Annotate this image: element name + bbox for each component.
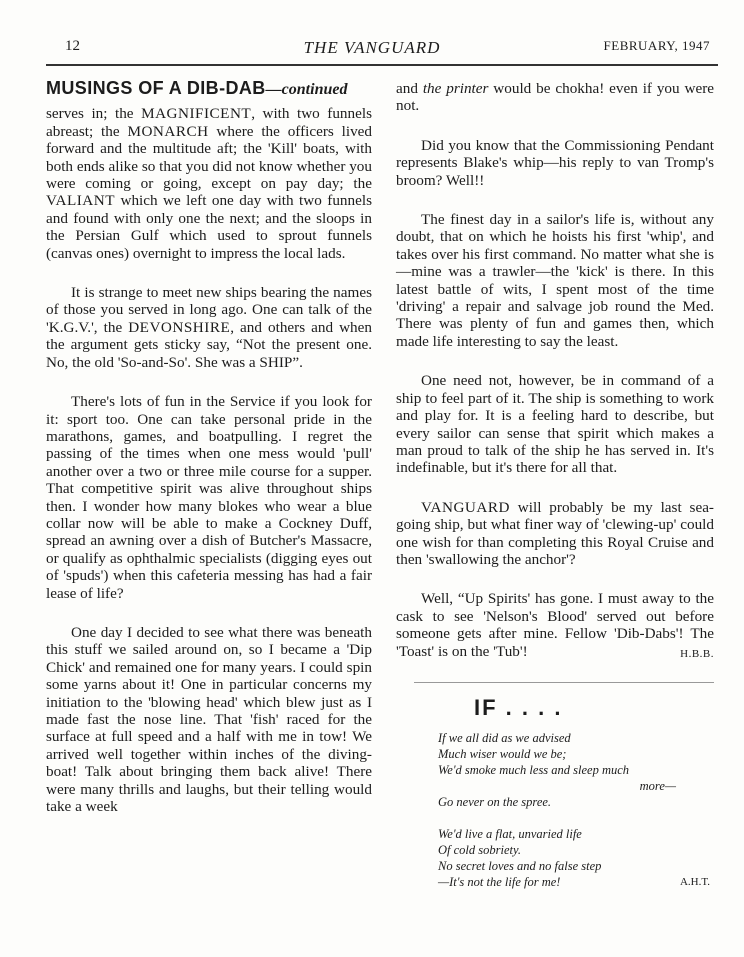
article-paragraph: and the printer would be chokha! even if you were not.: [396, 80, 715, 115]
article-paragraph: It is strange to meet new ships bearing the names of those you served in long ago. One can talk of the 'K.G.V.', the DEVONSHIRE, and others and when the argument gets sticky say, “Not the present one. No, the old 'So-and-So'. She was a SHIP”.: [46, 284, 372, 371]
article-paragraph: One day I decided to see what there was beneath this stuff we sailed around on, so I became a 'Dip Chick' and remained one for many years. I could spin some yarns about it! One in particular concerns my initiation to the 'blowing head' which blew just as I made fast the nose line. That 'fish' raced for the surface at full speed and a half with me in tow! We arrived well together within inches of the diving-boat! Talk about bringing them back alive! There were many thrills and laughs, but their telling would take a week: [46, 623, 372, 816]
poem-body: [438, 730, 714, 890]
article-paragraph: serves in; the MAGNIFICENT, with two funnels abreast; the MONARCH where the officers lived forward and the multitude aft; the 'Kill' boats, with both ends alike so that you did not know whether you were coming or going, except on pay day; the VALIANT which we left one day with two funnels and found with only one the next; and the sloops in the Persian Gulf which used to sprout funnels (canvas ones) overnight to impress the local lads.: [46, 105, 372, 262]
poem-title: IF . . . .: [474, 694, 563, 720]
article-signature: H.B.B.: [680, 647, 714, 660]
header-rule: [46, 64, 718, 66]
poem-line: No secret loves and no false step: [438, 859, 602, 874]
article-headline: [46, 80, 372, 98]
article-paragraph: VANGUARD will probably be my last sea-going ship, but what finer way of 'clewing-up' could one wish for than completing this Royal Cruise and then 'swallowing the anchor'?: [396, 498, 714, 568]
poem-line: —It's not the life for me! A.H.T.: [438, 875, 710, 890]
headline-continued: —continued: [265, 81, 348, 98]
poem-line: Of cold sobriety.: [438, 843, 521, 858]
article-paragraph: Well, “Up Spirits' has gone. I must away to the cask to see 'Nelson's Blood' served out before someone gets after mine. Fellow 'Dib-Dabs'! The 'Toast' is on the 'Tub'! H.B.B.: [396, 590, 714, 660]
issue-date: FEBRUARY, 1947: [603, 38, 710, 53]
poem-line: Go never on the spree.: [438, 795, 552, 810]
article-paragraph: The finest day in a sailor's life is, without any doubt, that on which he hoists his first 'whip', and takes over his first command. No matter what she is—mine was a trawler—the 'kick' is there. In this latest battle of wits, I spent most of the time 'driving' a repair and salvage job round the Med. There was plenty of fun and games then, which made life interesting to say the least.: [396, 211, 714, 350]
headline-text: MUSINGS OF A DIB-DAB: [46, 78, 266, 98]
poem-line: If we all did as we advised: [438, 731, 571, 746]
poem-line: Much wiser would we be;: [438, 747, 567, 762]
poem-line: We'd smoke much less and sleep much: [438, 763, 630, 778]
page-header: [0, 38, 744, 64]
page-number: 12: [65, 38, 80, 54]
publication-title: THE VANGUARD: [303, 38, 441, 57]
poem-line: more—: [639, 779, 676, 794]
poem-line: We'd live a flat, unvaried life: [438, 827, 582, 842]
left-column: [46, 80, 372, 837]
poem-signature: A.H.T.: [679, 876, 710, 889]
section-divider: [414, 682, 714, 683]
article-paragraph: There's lots of fun in the Service if you look for it: sport too. One can take personal pride in the marathons, games, and boatpulling. I regret the passing of the times when one mess would 'pull' another over a two or three mile course for a supper. That competitive spirit was alive throughout ships then. I wonder how many blokes who wear a blue collar now will be able to make a Cockney Duff, spread an awning over a dish of Butcher's Massacre, or qualify as ophthalmic specialists (digging eyes out of 'spuds') when this cafeteria messing has had a fair lease of life?: [46, 393, 372, 602]
article-paragraph: One need not, however, be in command of a ship to feel part of it. The ship is something to work and play for. It is a feeling hard to describe, but every sailor can sense that spirit which makes a man proud to talk of the ship he has served in. It's indefinable, but it's there for all that.: [396, 372, 714, 477]
article-paragraph: Did you know that the Commissioning Pendant represents Blake's whip—his reply to van Tromp's broom? Well!!: [396, 136, 714, 189]
right-column: [396, 80, 714, 890]
